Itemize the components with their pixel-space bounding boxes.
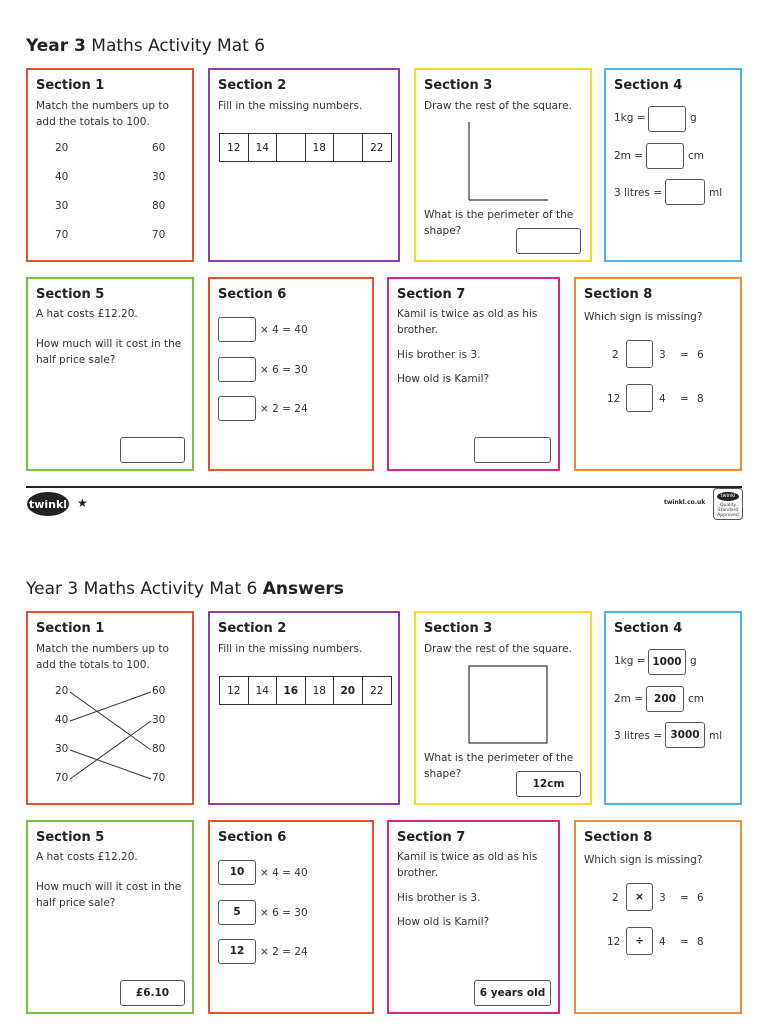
sequence-cell: 12	[220, 134, 249, 161]
answers-title-bold: Answers	[262, 579, 344, 599]
s6-answer-box[interactable]	[218, 396, 256, 421]
section-5-heading: Section 5	[36, 830, 105, 845]
s1-right-number: 30	[152, 171, 166, 183]
s8-equals: =	[680, 393, 689, 405]
star-icon: ★	[77, 496, 88, 510]
s6-answer: 10	[218, 860, 256, 885]
s6-answer-box[interactable]	[218, 357, 256, 382]
section-4-card	[604, 68, 742, 262]
s8-sign-answer: ×	[626, 883, 653, 911]
sequence-cell: 14	[249, 677, 278, 704]
sequence-cell-answer: 16	[277, 677, 306, 704]
s8-operand: 3	[659, 892, 666, 904]
answers-title-rest: Year 3 Maths Activity Mat 6	[26, 579, 263, 599]
sequence-cell: 14	[249, 134, 278, 161]
s6-expression: × 6 = 30	[260, 364, 308, 376]
s1-left-number: 20	[55, 685, 69, 697]
s4-label: 1kg =	[614, 112, 646, 124]
section-3-question: What is the perimeter of the shape?	[424, 752, 574, 780]
s4-label: 3 litres =	[614, 730, 663, 742]
section-5-line1: A hat costs £12.20.	[36, 851, 138, 863]
section-7-line3: How old is Kamil?	[397, 373, 490, 385]
section-5-line1: A hat costs £12.20.	[36, 308, 138, 320]
sequence-cell: 18	[306, 134, 335, 161]
s8-operand: 4	[659, 936, 666, 948]
s4-answer: 200	[646, 686, 684, 712]
s4-unit: g	[690, 112, 697, 124]
s1-left-number: 70	[55, 772, 69, 784]
s4-answer: 1000	[648, 649, 686, 675]
s8-operand: 12	[607, 936, 621, 948]
s4-unit: ml	[709, 187, 723, 199]
s1-left-number: 70	[55, 229, 69, 241]
sequence-cell: 12	[220, 677, 249, 704]
section-5-card	[26, 277, 194, 471]
section-7-card	[387, 277, 560, 471]
section-8-card	[574, 277, 742, 471]
answer-section-8-card	[574, 820, 742, 1014]
answer-section-3-card	[414, 611, 592, 805]
number-sequence-answers	[219, 676, 392, 705]
section-7-line3: How old is Kamil?	[397, 916, 490, 928]
answer-section-6-card	[208, 820, 374, 1014]
s4-label: 2m =	[614, 693, 644, 705]
s6-expression: × 4 = 40	[260, 324, 308, 336]
section-8-prompt: Which sign is missing?	[584, 854, 703, 866]
section-1-heading: Section 1	[36, 78, 105, 93]
section-2-card	[208, 68, 400, 262]
section-5-heading: Section 5	[36, 287, 105, 302]
s1-left-number: 20	[55, 142, 69, 154]
section-7-line2: His brother is 3.	[397, 349, 481, 361]
section-6-card	[208, 277, 374, 471]
quality-badge-icon: twinkl Quality Standard Approved	[713, 488, 743, 520]
section-1-prompt: Match the numbers up to add the totals to 100.	[36, 643, 169, 671]
answer-section-4-card	[604, 611, 742, 805]
section-2-prompt: Fill in the missing numbers.	[218, 643, 363, 655]
s8-result: 8	[697, 393, 704, 405]
worksheet-title-rest: Maths Activity Mat 6	[85, 36, 266, 56]
s1-left-number: 30	[55, 743, 69, 755]
section-2-heading: Section 2	[218, 621, 287, 636]
s6-expression: × 2 = 24	[260, 403, 308, 415]
matching-lines	[28, 613, 192, 803]
s4-unit: cm	[688, 693, 705, 705]
answers-title	[26, 579, 344, 599]
section-3-question: What is the perimeter of the shape?	[424, 209, 574, 237]
section-4-heading: Section 4	[614, 78, 683, 93]
section-4-heading: Section 4	[614, 621, 683, 636]
section-3-card	[414, 68, 592, 262]
s1-left-number: 30	[55, 200, 69, 212]
section-8-heading: Section 8	[584, 287, 653, 302]
section-7-heading: Section 7	[397, 287, 466, 302]
section-7-line1: Kamil is twice as old as his brother.	[397, 851, 538, 879]
s1-right-number: 80	[152, 743, 166, 755]
sequence-cell-answer: 20	[334, 677, 363, 704]
s1-right-number: 60	[152, 685, 166, 697]
price-answer: £6.10	[120, 980, 185, 1006]
s6-answer-box[interactable]	[218, 317, 256, 342]
section-3-prompt: Draw the rest of the square.	[424, 643, 572, 655]
partial-square-drawing	[468, 122, 550, 202]
s1-left-number: 40	[55, 171, 69, 183]
section-1-card	[26, 68, 194, 262]
s8-operand: 2	[612, 892, 619, 904]
s6-answer: 5	[218, 900, 256, 925]
s1-right-number: 60	[152, 142, 166, 154]
s8-sign-answer: ÷	[626, 927, 653, 955]
worksheet-title	[26, 36, 265, 56]
s6-answer: 12	[218, 939, 256, 964]
s8-equals: =	[680, 936, 689, 948]
section-3-heading: Section 3	[424, 78, 493, 93]
perimeter-answer-box[interactable]	[516, 228, 581, 254]
s1-left-number: 40	[55, 714, 69, 726]
s4-label: 3 litres =	[614, 187, 663, 199]
s4-unit: cm	[688, 150, 705, 162]
section-2-prompt: Fill in the missing numbers.	[218, 100, 363, 112]
perimeter-answer: 12cm	[516, 771, 581, 797]
answer-section-2-card	[208, 611, 400, 805]
s8-sign-box[interactable]	[626, 340, 653, 368]
s6-expression: × 6 = 30	[260, 907, 308, 919]
sequence-cell: 22	[370, 141, 384, 154]
section-8-heading: Section 8	[584, 830, 653, 845]
s4-answer-box[interactable]	[646, 143, 684, 169]
s8-result: 6	[697, 892, 704, 904]
s4-answer-box[interactable]	[648, 106, 686, 132]
answer-section-1-card	[26, 611, 194, 805]
section-7-line2: His brother is 3.	[397, 892, 481, 904]
section-5-line2: How much will it cost in the half price sale?	[36, 338, 182, 366]
section-5-line2: How much will it cost in the half price sale?	[36, 881, 182, 909]
s6-expression: × 4 = 40	[260, 867, 308, 879]
answer-section-5-card	[26, 820, 194, 1014]
section-8-prompt: Which sign is missing?	[584, 311, 703, 323]
footer-divider	[26, 486, 742, 488]
sequence-cell: 22	[370, 684, 384, 697]
s1-right-number: 30	[152, 714, 166, 726]
twinkl-logo: twinkl	[27, 492, 69, 516]
s8-sign-box[interactable]	[626, 384, 653, 412]
s8-equals: =	[680, 349, 689, 361]
s6-expression: × 2 = 24	[260, 946, 308, 958]
sequence-cell-blank[interactable]	[334, 134, 363, 161]
section-3-prompt: Draw the rest of the square.	[424, 100, 572, 112]
answer-section-7-card	[387, 820, 560, 1014]
footer-site: twinkl.co.uk	[664, 499, 706, 506]
s1-right-number: 70	[152, 229, 166, 241]
s8-result: 6	[697, 349, 704, 361]
s1-right-number: 70	[152, 772, 166, 784]
s4-unit: g	[690, 655, 697, 667]
section-7-line1: Kamil is twice as old as his brother.	[397, 308, 538, 336]
s4-label: 2m =	[614, 150, 644, 162]
s8-result: 8	[697, 936, 704, 948]
section-2-heading: Section 2	[218, 78, 287, 93]
section-6-heading: Section 6	[218, 830, 287, 845]
s8-operand: 4	[659, 393, 666, 405]
worksheet-title-bold: Year 3	[26, 36, 86, 56]
section-6-heading: Section 6	[218, 287, 287, 302]
price-answer-box[interactable]	[120, 437, 185, 463]
sequence-cell: 18	[306, 677, 335, 704]
s8-operand: 3	[659, 349, 666, 361]
completed-square-drawing	[468, 665, 550, 745]
s8-operand: 2	[612, 349, 619, 361]
number-sequence	[219, 133, 392, 162]
s8-operand: 12	[607, 393, 621, 405]
age-answer: 6 years old	[474, 980, 551, 1006]
s4-unit: ml	[709, 730, 723, 742]
section-3-heading: Section 3	[424, 621, 493, 636]
section-1-prompt: Match the numbers up to add the totals to 100.	[36, 100, 169, 128]
age-answer-box[interactable]	[474, 437, 551, 463]
section-1-heading: Section 1	[36, 621, 105, 636]
section-7-heading: Section 7	[397, 830, 466, 845]
sequence-cell-blank[interactable]	[277, 134, 306, 161]
s4-label: 1kg =	[614, 655, 646, 667]
s1-right-number: 80	[152, 200, 166, 212]
s4-answer-box[interactable]	[665, 179, 705, 205]
s4-answer: 3000	[665, 722, 705, 748]
s8-equals: =	[680, 892, 689, 904]
